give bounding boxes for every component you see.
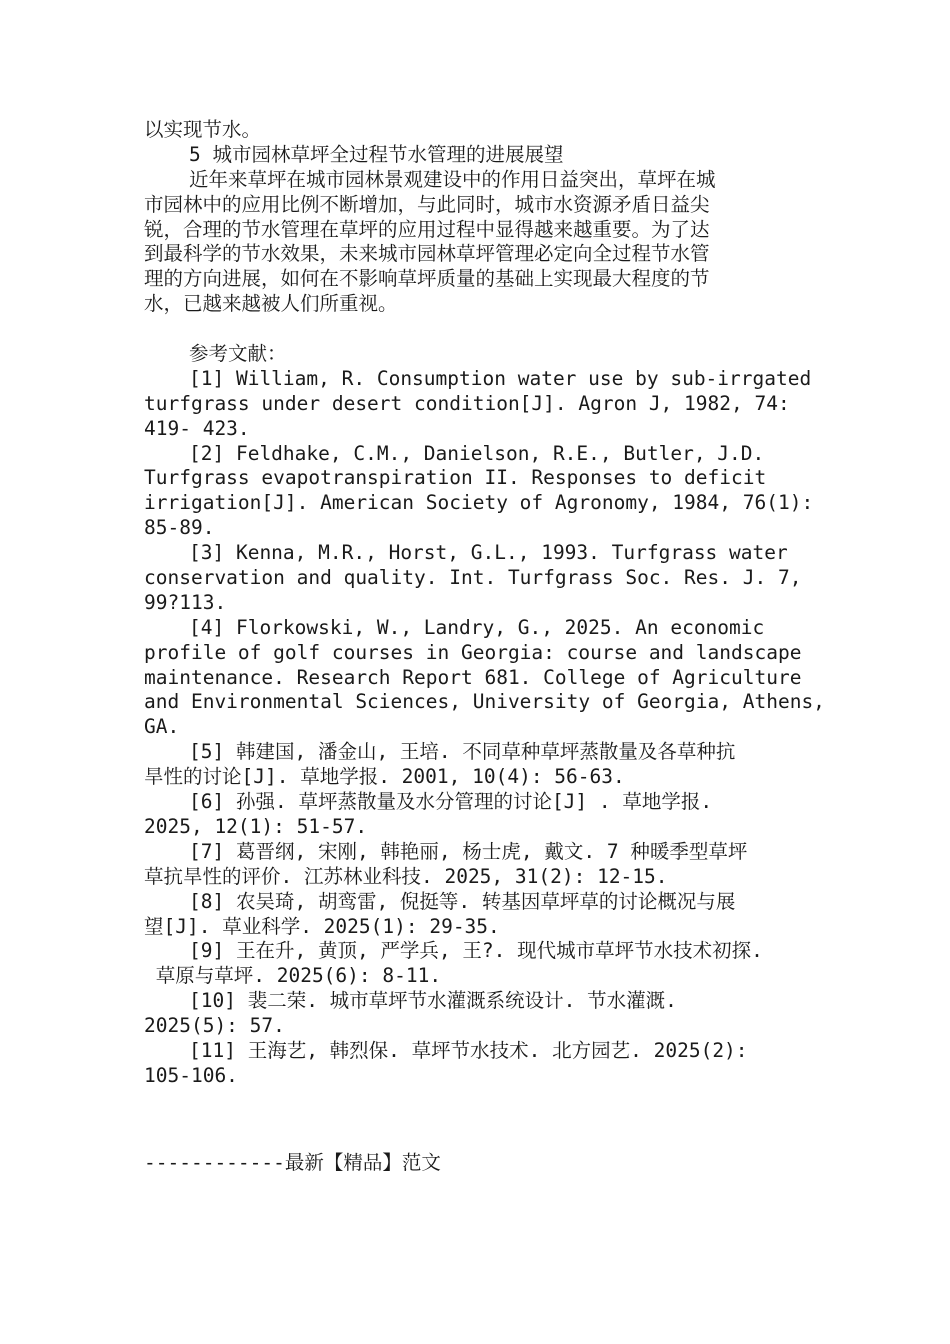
document-page [144, 118, 825, 1176]
reference-line: conservation and quality. Int. Turfgrass Soc. Res. J. 7, [144, 566, 802, 590]
reference-line: 85-89. [144, 516, 215, 540]
reference-line: [11] 王海艺, 韩烈保. 草坪节水技术. 北方园艺. 2025(2): [189, 1038, 748, 1062]
reference-item [144, 790, 808, 840]
reference-line: 105-106. [144, 1063, 238, 1087]
reference-item [144, 366, 812, 442]
reference-line: [7] 葛晋纲, 宋刚, 韩艳丽, 杨士虎, 戴文. 7 种暖季型草坪 [189, 839, 748, 863]
paragraph-line: 到最科学的节水效果，未来城市园林草坪管理必定向全过程节水管 [144, 242, 710, 266]
reference-item [144, 840, 808, 890]
reference-line: [5] 韩建国, 潘金山, 王培. 不同草种草坪蒸散量及各草种抗 [189, 740, 736, 764]
reference-line: [9] 王在升, 黄顶, 严学兵, 王?. 现代城市草坪节水技术初探. [189, 939, 763, 963]
reference-line: [1] William, R. Consumption water use by sub-irrgated [189, 366, 812, 390]
reference-line: [4] Florkowski, W., Landry, G., 2025. An economic [189, 615, 765, 639]
blank-space [144, 1089, 808, 1151]
reference-line: [10] 裴二荣. 城市草坪节水灌溉系统设计. 节水灌溉. [189, 989, 677, 1013]
paragraph-line: 理的方向进展，如何在不影响草坪质量的基础上实现最大程度的节 [144, 267, 710, 291]
reference-line: 草抗旱性的评价. 江苏林业科技. 2025, 31(2): 12-15. [144, 864, 668, 888]
reference-line: [6] 孙强. 草坪蒸散量及水分管理的讨论[J] . 草地学报. [189, 790, 713, 814]
references-heading: 参考文献： [189, 342, 287, 366]
reference-line: 2025(5): 57. [144, 1014, 285, 1038]
section-paragraph [144, 168, 808, 317]
paragraph-line: 水，已越来越被人们所重视。 [144, 292, 398, 316]
reference-line: turfgrass under desert condition[J]. Agron J, 1982, 74: [144, 391, 790, 415]
reference-line: profile of golf courses in Georgia: course and landscape [144, 640, 802, 664]
reference-item [144, 740, 808, 790]
reference-line: 99?113. [144, 590, 227, 614]
reference-line: maintenance. Research Report 681. College of Agriculture [144, 665, 802, 689]
reference-line: 2025, 12(1): 51-57. [144, 814, 368, 838]
blank-line [144, 317, 808, 342]
reference-line: 旱性的讨论[J]. 草地学报. 2001, 10(4): 56-63. [144, 765, 625, 789]
reference-line: 419- 423. [144, 416, 250, 440]
reference-line: and Environmental Sciences, University of Georgia, Athens, [144, 690, 825, 714]
reference-line: [8] 农吴琦, 胡鸾雷, 倪挺等. 转基因草坪草的讨论概况与展 [189, 889, 736, 913]
section-heading: 5 城市园林草坪全过程节水管理的进展展望 [189, 142, 564, 166]
reference-item [144, 989, 808, 1039]
reference-line: GA. [144, 715, 180, 739]
reference-line: irrigation[J]. American Society of Agronomy, 1984, 76(1): [144, 491, 814, 515]
reference-item [144, 1039, 808, 1089]
reference-list [144, 366, 825, 1089]
reference-item [144, 890, 808, 940]
reference-item [144, 541, 808, 616]
reference-line: Turfgrass evapotranspiration II. Responses to deficit [144, 466, 767, 490]
footer-banner: ------------最新【精品】范文 [144, 1150, 441, 1174]
reference-line: 望[J]. 草业科学. 2025(1): 29-35. [144, 914, 500, 938]
reference-line: [2] Feldhake, C.M., Danielson, R.E., Butler, J.D. [189, 441, 765, 465]
reference-item [144, 441, 814, 542]
reference-item [144, 939, 808, 989]
reference-line: [3] Kenna, M.R., Horst, G.L., 1993. Turfgrass water [189, 541, 788, 565]
paragraph-line: 近年来草坪在城市园林景观建设中的作用日益突出，草坪在城 [189, 167, 716, 191]
paragraph-line: 锐，合理的节水管理在草坪的应用过程中显得越来越重要。为了达 [144, 217, 710, 241]
paragraph-line: 市园林中的应用比例不断增加，与此同时，城市水资源矛盾日益尖 [144, 192, 710, 216]
reference-line: 草原与草坪. 2025(6): 8-11. [144, 964, 442, 988]
reference-item [144, 615, 825, 740]
intro-tail: 以实现节水。 [144, 118, 262, 141]
